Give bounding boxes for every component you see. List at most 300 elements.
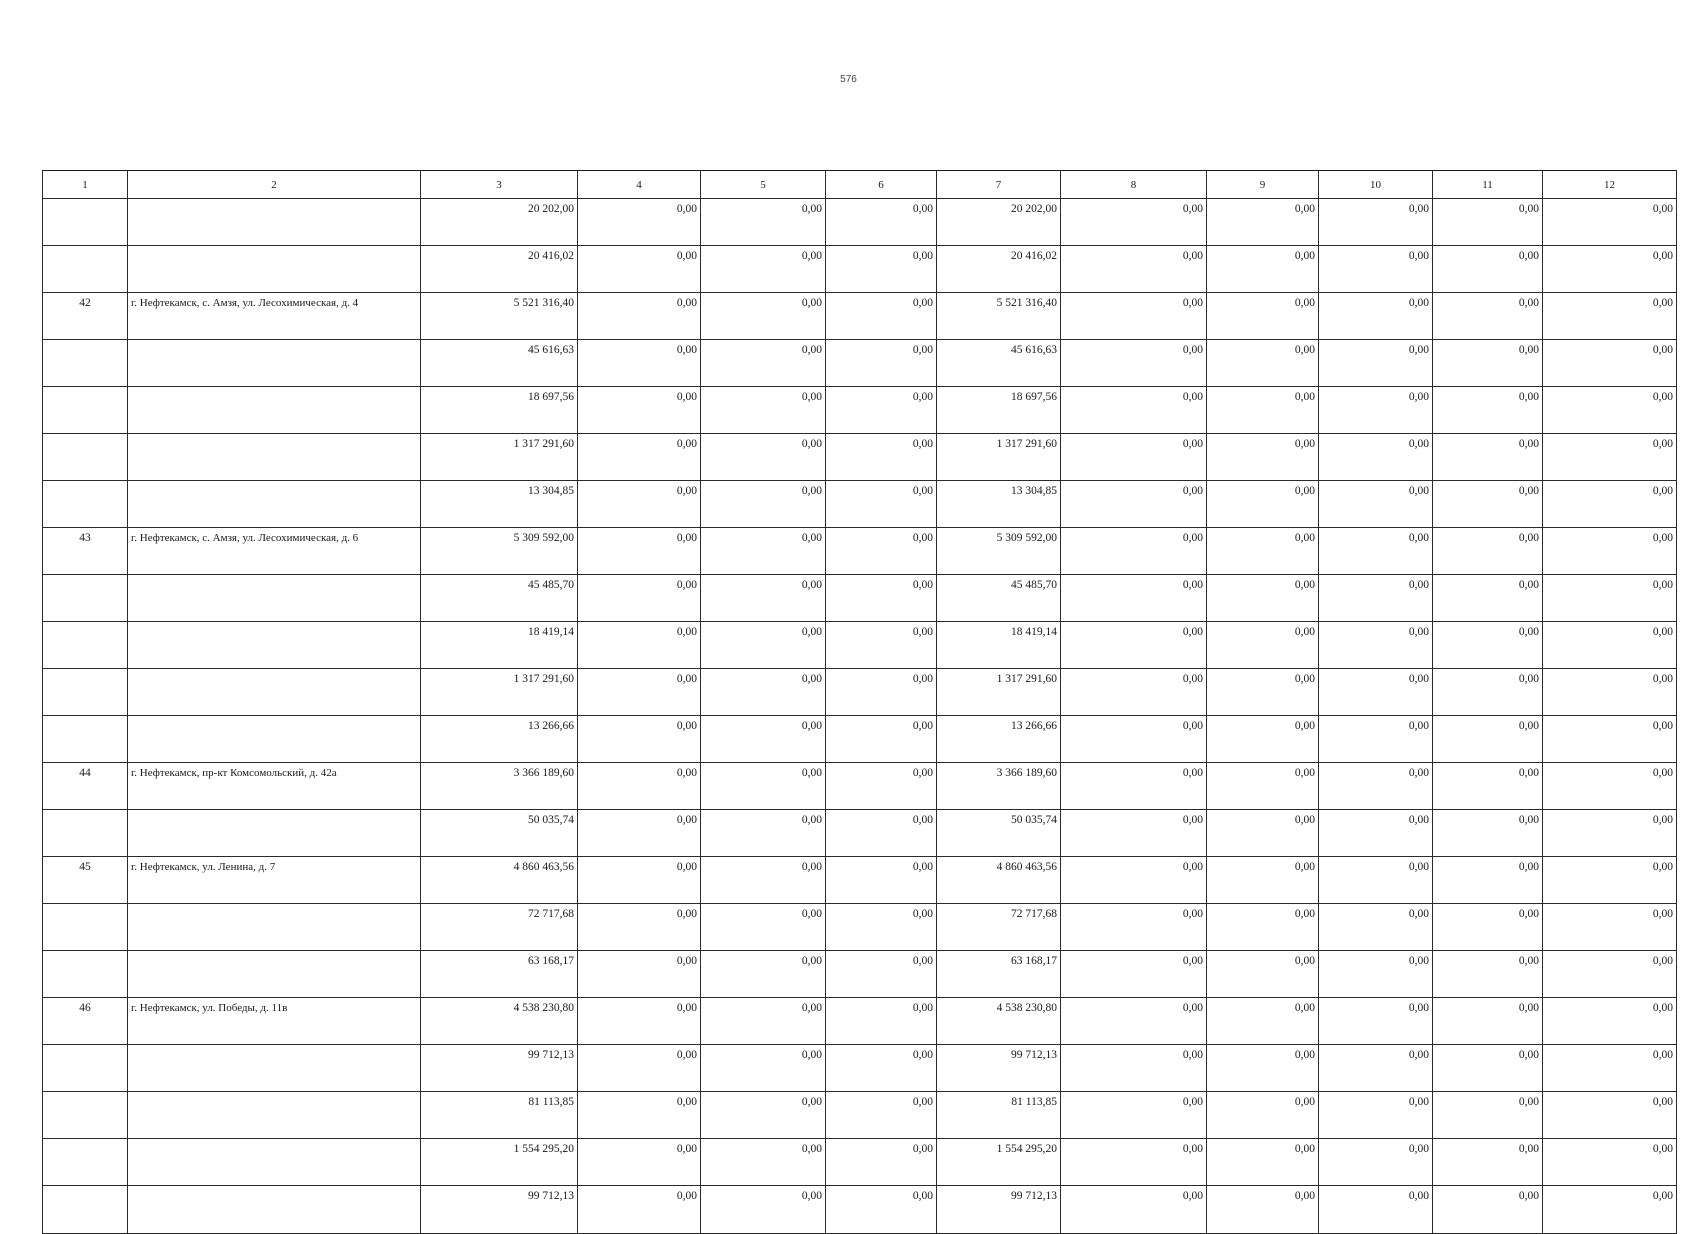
value-cell-col-3: 20 202,00 [421,199,578,246]
value-cell-col-5: 0,00 [701,998,826,1045]
value-cell-col-6: 0,00 [826,1092,937,1139]
row-index-cell: 44 [43,763,128,810]
value-cell-col-10: 0,00 [1319,575,1433,622]
value-cell-col-4: 0,00 [578,763,701,810]
value-cell-col-10: 0,00 [1319,528,1433,575]
value-cell-col-4: 0,00 [578,340,701,387]
value-cell-col-8: 0,00 [1061,716,1207,763]
address-cell [128,1186,421,1234]
table-row [43,575,1677,622]
table-row [43,340,1677,387]
value-cell-col-6: 0,00 [826,622,937,669]
value-cell-col-8: 0,00 [1061,669,1207,716]
value-cell-col-5: 0,00 [701,481,826,528]
value-cell-col-9: 0,00 [1207,669,1319,716]
value-cell-col-10: 0,00 [1319,951,1433,998]
column-header-10: 10 [1319,171,1433,199]
table-row [43,293,1677,340]
address-cell [128,1045,421,1092]
column-header-1: 1 [43,171,128,199]
row-index-cell: 46 [43,998,128,1045]
repair-cost-table [42,170,1677,1234]
value-cell-col-9: 0,00 [1207,810,1319,857]
value-cell-col-8: 0,00 [1061,1045,1207,1092]
column-header-7: 7 [937,171,1061,199]
address-cell [128,434,421,481]
value-cell-col-8: 0,00 [1061,763,1207,810]
value-cell-col-7: 13 304,85 [937,481,1061,528]
table-row [43,387,1677,434]
value-cell-col-6: 0,00 [826,293,937,340]
value-cell-col-8: 0,00 [1061,1139,1207,1186]
value-cell-col-6: 0,00 [826,199,937,246]
value-cell-col-12: 0,00 [1543,387,1677,434]
value-cell-col-10: 0,00 [1319,293,1433,340]
address-cell: г. Нефтекамск, ул. Победы, д. 11в [128,998,421,1045]
table-row [43,951,1677,998]
value-cell-col-3: 18 419,14 [421,622,578,669]
value-cell-col-3: 99 712,13 [421,1186,578,1234]
value-cell-col-6: 0,00 [826,434,937,481]
row-index-cell [43,951,128,998]
value-cell-col-3: 13 266,66 [421,716,578,763]
value-cell-col-12: 0,00 [1543,434,1677,481]
value-cell-col-5: 0,00 [701,622,826,669]
table-row [43,434,1677,481]
value-cell-col-12: 0,00 [1543,716,1677,763]
value-cell-col-8: 0,00 [1061,246,1207,293]
value-cell-col-9: 0,00 [1207,1139,1319,1186]
value-cell-col-6: 0,00 [826,716,937,763]
value-cell-col-5: 0,00 [701,246,826,293]
value-cell-col-11: 0,00 [1433,622,1543,669]
address-cell [128,246,421,293]
value-cell-col-3: 50 035,74 [421,810,578,857]
value-cell-col-8: 0,00 [1061,904,1207,951]
value-cell-col-12: 0,00 [1543,1186,1677,1234]
value-cell-col-5: 0,00 [701,904,826,951]
value-cell-col-11: 0,00 [1433,763,1543,810]
value-cell-col-6: 0,00 [826,1045,937,1092]
row-index-cell [43,716,128,763]
value-cell-col-12: 0,00 [1543,810,1677,857]
table-row [43,622,1677,669]
value-cell-col-5: 0,00 [701,669,826,716]
row-index-cell: 42 [43,293,128,340]
value-cell-col-11: 0,00 [1433,1092,1543,1139]
value-cell-col-10: 0,00 [1319,904,1433,951]
value-cell-col-8: 0,00 [1061,1092,1207,1139]
value-cell-col-4: 0,00 [578,434,701,481]
value-cell-col-4: 0,00 [578,1045,701,1092]
row-index-cell [43,246,128,293]
value-cell-col-12: 0,00 [1543,669,1677,716]
table-row [43,1186,1677,1234]
value-cell-col-10: 0,00 [1319,998,1433,1045]
value-cell-col-7: 63 168,17 [937,951,1061,998]
value-cell-col-9: 0,00 [1207,1186,1319,1234]
table-row [43,1139,1677,1186]
value-cell-col-7: 45 485,70 [937,575,1061,622]
row-index-cell [43,199,128,246]
value-cell-col-11: 0,00 [1433,293,1543,340]
value-cell-col-3: 1 317 291,60 [421,434,578,481]
value-cell-col-12: 0,00 [1543,622,1677,669]
row-index-cell [43,622,128,669]
column-header-12: 12 [1543,171,1677,199]
address-cell [128,340,421,387]
value-cell-col-8: 0,00 [1061,199,1207,246]
value-cell-col-7: 3 366 189,60 [937,763,1061,810]
value-cell-col-3: 4 860 463,56 [421,857,578,904]
value-cell-col-9: 0,00 [1207,857,1319,904]
value-cell-col-3: 3 366 189,60 [421,763,578,810]
row-index-cell [43,340,128,387]
value-cell-col-8: 0,00 [1061,575,1207,622]
value-cell-col-3: 1 317 291,60 [421,669,578,716]
value-cell-col-10: 0,00 [1319,1092,1433,1139]
value-cell-col-8: 0,00 [1061,528,1207,575]
value-cell-col-10: 0,00 [1319,434,1433,481]
value-cell-col-6: 0,00 [826,481,937,528]
table-row [43,1045,1677,1092]
table-body [43,199,1677,1234]
value-cell-col-9: 0,00 [1207,622,1319,669]
value-cell-col-7: 20 202,00 [937,199,1061,246]
value-cell-col-7: 1 317 291,60 [937,669,1061,716]
value-cell-col-4: 0,00 [578,857,701,904]
value-cell-col-6: 0,00 [826,857,937,904]
value-cell-col-4: 0,00 [578,669,701,716]
value-cell-col-7: 99 712,13 [937,1186,1061,1234]
value-cell-col-8: 0,00 [1061,622,1207,669]
value-cell-col-9: 0,00 [1207,481,1319,528]
value-cell-col-11: 0,00 [1433,716,1543,763]
value-cell-col-7: 50 035,74 [937,810,1061,857]
value-cell-col-5: 0,00 [701,1139,826,1186]
value-cell-col-12: 0,00 [1543,575,1677,622]
value-cell-col-9: 0,00 [1207,434,1319,481]
value-cell-col-3: 1 554 295,20 [421,1139,578,1186]
value-cell-col-3: 45 616,63 [421,340,578,387]
value-cell-col-4: 0,00 [578,293,701,340]
value-cell-col-5: 0,00 [701,716,826,763]
value-cell-col-5: 0,00 [701,810,826,857]
value-cell-col-4: 0,00 [578,1139,701,1186]
column-number-header-row [43,171,1677,199]
value-cell-col-10: 0,00 [1319,1045,1433,1092]
value-cell-col-10: 0,00 [1319,1139,1433,1186]
value-cell-col-11: 0,00 [1433,857,1543,904]
value-cell-col-8: 0,00 [1061,481,1207,528]
value-cell-col-6: 0,00 [826,1186,937,1234]
table-row [43,998,1677,1045]
value-cell-col-4: 0,00 [578,199,701,246]
column-header-6: 6 [826,171,937,199]
row-index-cell [43,434,128,481]
value-cell-col-5: 0,00 [701,1045,826,1092]
value-cell-col-7: 1 317 291,60 [937,434,1061,481]
value-cell-col-4: 0,00 [578,481,701,528]
value-cell-col-8: 0,00 [1061,434,1207,481]
value-cell-col-7: 4 538 230,80 [937,998,1061,1045]
value-cell-col-11: 0,00 [1433,387,1543,434]
value-cell-col-7: 5 521 316,40 [937,293,1061,340]
value-cell-col-9: 0,00 [1207,1045,1319,1092]
value-cell-col-11: 0,00 [1433,434,1543,481]
column-header-4: 4 [578,171,701,199]
address-cell [128,810,421,857]
table-row [43,481,1677,528]
value-cell-col-10: 0,00 [1319,481,1433,528]
value-cell-col-5: 0,00 [701,763,826,810]
value-cell-col-7: 81 113,85 [937,1092,1061,1139]
address-cell [128,669,421,716]
value-cell-col-12: 0,00 [1543,951,1677,998]
value-cell-col-3: 5 521 316,40 [421,293,578,340]
value-cell-col-7: 18 419,14 [937,622,1061,669]
value-cell-col-3: 45 485,70 [421,575,578,622]
value-cell-col-7: 99 712,13 [937,1045,1061,1092]
value-cell-col-9: 0,00 [1207,199,1319,246]
value-cell-col-12: 0,00 [1543,1092,1677,1139]
value-cell-col-6: 0,00 [826,528,937,575]
value-cell-col-11: 0,00 [1433,575,1543,622]
value-cell-col-3: 72 717,68 [421,904,578,951]
value-cell-col-6: 0,00 [826,951,937,998]
value-cell-col-3: 63 168,17 [421,951,578,998]
value-cell-col-9: 0,00 [1207,575,1319,622]
address-cell [128,1139,421,1186]
row-index-cell [43,1092,128,1139]
row-index-cell: 45 [43,857,128,904]
value-cell-col-10: 0,00 [1319,246,1433,293]
value-cell-col-12: 0,00 [1543,199,1677,246]
value-cell-col-9: 0,00 [1207,998,1319,1045]
value-cell-col-12: 0,00 [1543,998,1677,1045]
value-cell-col-12: 0,00 [1543,293,1677,340]
value-cell-col-6: 0,00 [826,1139,937,1186]
value-cell-col-5: 0,00 [701,1092,826,1139]
value-cell-col-5: 0,00 [701,857,826,904]
table-row [43,810,1677,857]
value-cell-col-11: 0,00 [1433,1045,1543,1092]
value-cell-col-11: 0,00 [1433,246,1543,293]
value-cell-col-9: 0,00 [1207,387,1319,434]
address-cell: г. Нефтекамск, с. Амзя, ул. Лесохимическая, д. 6 [128,528,421,575]
value-cell-col-4: 0,00 [578,904,701,951]
value-cell-col-8: 0,00 [1061,998,1207,1045]
value-cell-col-10: 0,00 [1319,716,1433,763]
value-cell-col-9: 0,00 [1207,340,1319,387]
value-cell-col-4: 0,00 [578,575,701,622]
value-cell-col-12: 0,00 [1543,857,1677,904]
value-cell-col-4: 0,00 [578,951,701,998]
row-index-cell: 43 [43,528,128,575]
address-cell [128,481,421,528]
value-cell-col-7: 13 266,66 [937,716,1061,763]
value-cell-col-4: 0,00 [578,810,701,857]
value-cell-col-9: 0,00 [1207,951,1319,998]
value-cell-col-3: 20 416,02 [421,246,578,293]
value-cell-col-7: 18 697,56 [937,387,1061,434]
value-cell-col-10: 0,00 [1319,1186,1433,1234]
table-row [43,246,1677,293]
value-cell-col-6: 0,00 [826,387,937,434]
value-cell-col-12: 0,00 [1543,528,1677,575]
value-cell-col-5: 0,00 [701,1186,826,1234]
address-cell: г. Нефтекамск, пр-кт Комсомольский, д. 42а [128,763,421,810]
value-cell-col-11: 0,00 [1433,1186,1543,1234]
value-cell-col-6: 0,00 [826,669,937,716]
value-cell-col-10: 0,00 [1319,199,1433,246]
row-index-cell [43,1045,128,1092]
value-cell-col-4: 0,00 [578,1186,701,1234]
value-cell-col-5: 0,00 [701,199,826,246]
address-cell [128,716,421,763]
value-cell-col-3: 81 113,85 [421,1092,578,1139]
value-cell-col-9: 0,00 [1207,763,1319,810]
value-cell-col-9: 0,00 [1207,904,1319,951]
value-cell-col-12: 0,00 [1543,1045,1677,1092]
value-cell-col-6: 0,00 [826,575,937,622]
value-cell-col-9: 0,00 [1207,246,1319,293]
address-cell: г. Нефтекамск, с. Амзя, ул. Лесохимическая, д. 4 [128,293,421,340]
column-header-3: 3 [421,171,578,199]
table-row [43,199,1677,246]
value-cell-col-12: 0,00 [1543,1139,1677,1186]
column-header-8: 8 [1061,171,1207,199]
value-cell-col-5: 0,00 [701,528,826,575]
value-cell-col-3: 5 309 592,00 [421,528,578,575]
row-index-cell [43,669,128,716]
value-cell-col-6: 0,00 [826,246,937,293]
value-cell-col-4: 0,00 [578,387,701,434]
value-cell-col-12: 0,00 [1543,340,1677,387]
value-cell-col-10: 0,00 [1319,763,1433,810]
value-cell-col-7: 72 717,68 [937,904,1061,951]
row-index-cell [43,387,128,434]
column-header-11: 11 [1433,171,1543,199]
value-cell-col-11: 0,00 [1433,528,1543,575]
value-cell-col-4: 0,00 [578,246,701,293]
value-cell-col-11: 0,00 [1433,904,1543,951]
row-index-cell [43,481,128,528]
value-cell-col-7: 1 554 295,20 [937,1139,1061,1186]
value-cell-col-12: 0,00 [1543,763,1677,810]
value-cell-col-8: 0,00 [1061,340,1207,387]
value-cell-col-5: 0,00 [701,340,826,387]
value-cell-col-6: 0,00 [826,763,937,810]
value-cell-col-9: 0,00 [1207,528,1319,575]
value-cell-col-12: 0,00 [1543,904,1677,951]
value-cell-col-6: 0,00 [826,340,937,387]
value-cell-col-3: 99 712,13 [421,1045,578,1092]
value-cell-col-6: 0,00 [826,904,937,951]
table-row [43,528,1677,575]
value-cell-col-4: 0,00 [578,716,701,763]
table-row [43,1092,1677,1139]
value-cell-col-12: 0,00 [1543,481,1677,528]
address-cell [128,199,421,246]
value-cell-col-8: 0,00 [1061,293,1207,340]
row-index-cell [43,1186,128,1234]
value-cell-col-8: 0,00 [1061,1186,1207,1234]
page-number: 576 [840,74,857,85]
value-cell-col-5: 0,00 [701,951,826,998]
value-cell-col-5: 0,00 [701,293,826,340]
value-cell-col-7: 20 416,02 [937,246,1061,293]
value-cell-col-6: 0,00 [826,998,937,1045]
value-cell-col-9: 0,00 [1207,716,1319,763]
address-cell [128,951,421,998]
row-index-cell [43,810,128,857]
value-cell-col-9: 0,00 [1207,293,1319,340]
value-cell-col-11: 0,00 [1433,810,1543,857]
address-cell: г. Нефтекамск, ул. Ленина, д. 7 [128,857,421,904]
address-cell [128,1092,421,1139]
value-cell-col-6: 0,00 [826,810,937,857]
table-row [43,669,1677,716]
row-index-cell [43,904,128,951]
value-cell-col-8: 0,00 [1061,857,1207,904]
value-cell-col-11: 0,00 [1433,481,1543,528]
value-cell-col-12: 0,00 [1543,246,1677,293]
value-cell-col-10: 0,00 [1319,622,1433,669]
value-cell-col-8: 0,00 [1061,387,1207,434]
value-cell-col-3: 4 538 230,80 [421,998,578,1045]
value-cell-col-4: 0,00 [578,998,701,1045]
column-header-5: 5 [701,171,826,199]
value-cell-col-7: 45 616,63 [937,340,1061,387]
value-cell-col-5: 0,00 [701,575,826,622]
value-cell-col-3: 18 697,56 [421,387,578,434]
table-row [43,904,1677,951]
value-cell-col-10: 0,00 [1319,340,1433,387]
value-cell-col-3: 13 304,85 [421,481,578,528]
value-cell-col-10: 0,00 [1319,669,1433,716]
value-cell-col-4: 0,00 [578,1092,701,1139]
value-cell-col-8: 0,00 [1061,810,1207,857]
value-cell-col-9: 0,00 [1207,1092,1319,1139]
value-cell-col-8: 0,00 [1061,951,1207,998]
value-cell-col-7: 4 860 463,56 [937,857,1061,904]
table-row [43,716,1677,763]
value-cell-col-4: 0,00 [578,528,701,575]
value-cell-col-10: 0,00 [1319,857,1433,904]
value-cell-col-5: 0,00 [701,434,826,481]
address-cell [128,387,421,434]
address-cell [128,904,421,951]
value-cell-col-11: 0,00 [1433,340,1543,387]
table-row [43,763,1677,810]
column-header-2: 2 [128,171,421,199]
address-cell [128,575,421,622]
column-header-9: 9 [1207,171,1319,199]
value-cell-col-10: 0,00 [1319,387,1433,434]
value-cell-col-11: 0,00 [1433,1139,1543,1186]
value-cell-col-11: 0,00 [1433,669,1543,716]
value-cell-col-10: 0,00 [1319,810,1433,857]
value-cell-col-7: 5 309 592,00 [937,528,1061,575]
table-row [43,857,1677,904]
row-index-cell [43,1139,128,1186]
value-cell-col-4: 0,00 [578,622,701,669]
row-index-cell [43,575,128,622]
value-cell-col-5: 0,00 [701,387,826,434]
value-cell-col-11: 0,00 [1433,951,1543,998]
address-cell [128,622,421,669]
